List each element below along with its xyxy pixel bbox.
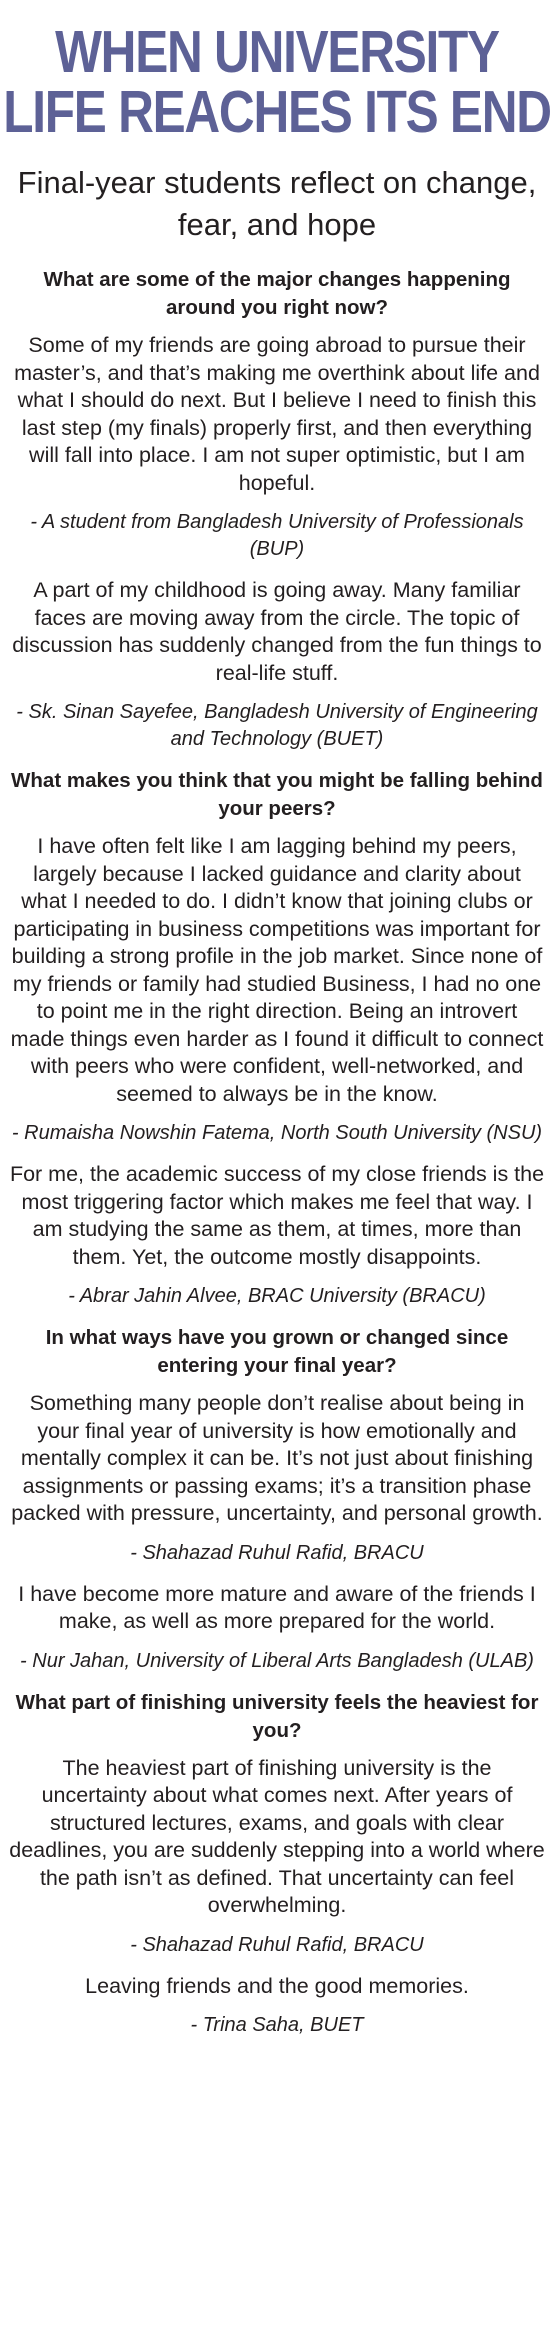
response-attribution: - Shahazad Ruhul Rafid, BRACU bbox=[130, 1541, 424, 1564]
response-attribution: - Abrar Jahin Alvee, BRAC University (BRACU) bbox=[68, 1285, 486, 1307]
subheadline: Final-year students reflect on change, fear, and hope bbox=[17, 165, 537, 242]
response-text: Leaving friends and the good memories. bbox=[85, 1973, 469, 1998]
response-text: I have often felt like I am lagging behind my peers, largely because I lacked guidance and clarity about what I needed to do. I didn’t know that joining clubs or participating in business competitions was important for building a strong profile in the job market. Since none of my friends or family had studied Business, I had no one to point me in the right direction. Being an introvert made things even harder as I found it difficult to connect with peers who were confident, well-networked, and seemed to always be in the know. bbox=[10, 834, 544, 1106]
qa-section bbox=[8, 266, 546, 753]
qa-section bbox=[8, 767, 546, 1310]
headline: WHEN UNIVERSITY LIFE REACHES ITS END bbox=[3, 19, 551, 145]
response-attribution: - Trina Saha, BUET bbox=[190, 2014, 364, 2036]
response-text: A part of my childhood is going away. Many familiar faces are moving away from the circle. The topic of discussion has suddenly changed from the fun things to real-life stuff. bbox=[12, 578, 542, 685]
response-text: Some of my friends are going abroad to pursue their master’s, and that’s making me overthink about life and what I should do next. But I believe I need to finish this last step (my finals) properly first, and then everything will fall into place. I am not super optimistic, but I am hopeful. bbox=[14, 333, 540, 495]
question: In what ways have you grown or changed since entering your final year? bbox=[45, 1326, 509, 1377]
response-text: The heaviest part of finishing university is the uncertainty about what comes next. After years of structured lectures, exams, and goals with clear deadlines, you are suddenly stepping into a world where the path isn’t as defined. That uncertainty can feel overwhelming. bbox=[9, 1755, 545, 1917]
question: What makes you think that you might be falling behind your peers? bbox=[11, 769, 543, 820]
qa-section bbox=[8, 1689, 546, 2040]
response-attribution: - Sk. Sinan Sayefee, Bangladesh University of Engineering and Technology (BUET) bbox=[16, 701, 538, 750]
response-attribution: - Nur Jahan, University of Liberal Arts Bangladesh (ULAB) bbox=[20, 1649, 534, 1672]
response-text: I have become more mature and aware of the friends I make, as well as more prepared for the world. bbox=[18, 1581, 536, 1633]
response-attribution: - Shahazad Ruhul Rafid, BRACU bbox=[130, 1933, 424, 1956]
qa-section bbox=[8, 1324, 546, 1675]
response-text: Something many people don’t realise about being in your final year of university is how emotionally and mentally complex it can be. It’s not just about finishing assignments or passing exams; it’s a transition phase packed with pressure, uncertainty, and personal growth. bbox=[11, 1391, 543, 1525]
question: What are some of the major changes happening around you right now? bbox=[43, 268, 511, 319]
response-text: For me, the academic success of my close friends is the most triggering factor which makes me feel that way. I am studying the same as them, at times, more than them. Yet, the outcome mostly disappoints. bbox=[9, 1162, 545, 1269]
response-attribution: - A student from Bangladesh University of Professionals (BUP) bbox=[30, 511, 524, 560]
response-attribution: - Rumaisha Nowshin Fatema, North South University (NSU) bbox=[11, 1122, 543, 1144]
question: What part of finishing university feels the heaviest for you? bbox=[15, 1690, 539, 1742]
